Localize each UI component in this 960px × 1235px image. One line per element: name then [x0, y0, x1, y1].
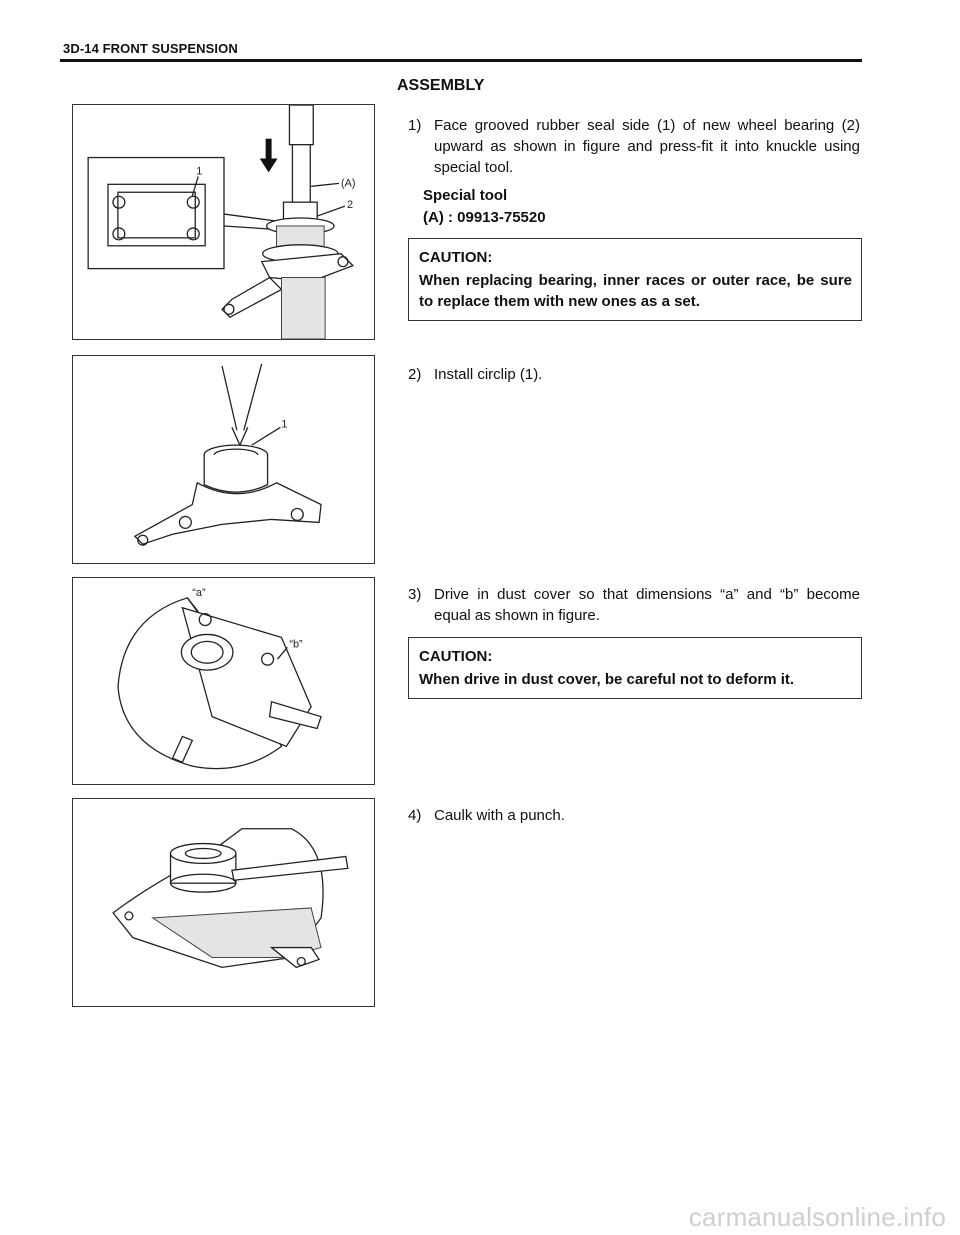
caution-box-1	[408, 238, 862, 321]
step-4-text: Caulk with a punch.	[434, 807, 565, 824]
figure-label-1: 1	[281, 418, 288, 431]
press-fit-illustration	[73, 105, 374, 339]
caution-2-title: CAUTION:	[419, 648, 493, 665]
caution-1-title: CAUTION:	[419, 249, 493, 266]
step-3	[408, 584, 860, 626]
step-4	[408, 805, 860, 826]
step-1-number: 1)	[408, 117, 422, 134]
step-4-number: 4)	[408, 807, 422, 824]
figure-label-a: (A)	[340, 177, 356, 190]
inset-bearing-section	[108, 184, 205, 245]
special-tool-label: Special tool	[423, 187, 508, 204]
circlip-pliers	[222, 364, 262, 430]
figure-label-1: 1	[196, 165, 203, 178]
caulk-illustration	[73, 799, 374, 1006]
dust-cover-illustration	[73, 578, 374, 784]
circlip-illustration	[73, 356, 374, 563]
caution-2-text: When drive in dust cover, be careful not to deform it.	[419, 671, 795, 688]
caution-box-2	[408, 637, 862, 699]
figure-caulk-punch	[72, 798, 375, 1007]
section-title: ASSEMBLY	[397, 77, 485, 94]
watermark: carmanualsonline.info	[688, 1202, 946, 1232]
step-2-number: 2)	[408, 366, 422, 383]
step-1-text: Face grooved rubber seal side (1) of new wheel bearing (2) upward as shown in figure and press-fit it into knuckle using special tool.	[434, 117, 860, 176]
step-3-text: Drive in dust cover so that dimensions “a” and “b” become equal as shown in figure.	[434, 586, 860, 624]
figure-install-circlip	[72, 355, 375, 564]
press-base	[282, 278, 326, 339]
header-rule	[60, 59, 862, 62]
down-arrow-icon	[266, 139, 272, 161]
caution-1-text: When replacing bearing, inner races or outer race, be sure to replace them with new ones as a set.	[419, 272, 852, 310]
step-2-text: Install circlip (1).	[434, 366, 543, 383]
step-1	[408, 115, 860, 178]
press-shaft	[289, 105, 313, 145]
figure-drive-dust-cover	[72, 577, 375, 785]
special-tool-value: (A) : 09913-75520	[423, 209, 546, 226]
step-2	[408, 364, 860, 385]
figure-label-b: “b”	[289, 638, 303, 651]
step-3-number: 3)	[408, 586, 422, 603]
page-header-title: 3D-14 FRONT SUSPENSION	[63, 41, 238, 56]
figure-label-a: “a”	[192, 586, 206, 599]
figure-press-fit-bearing	[72, 104, 375, 340]
figure-label-2: 2	[346, 199, 354, 212]
